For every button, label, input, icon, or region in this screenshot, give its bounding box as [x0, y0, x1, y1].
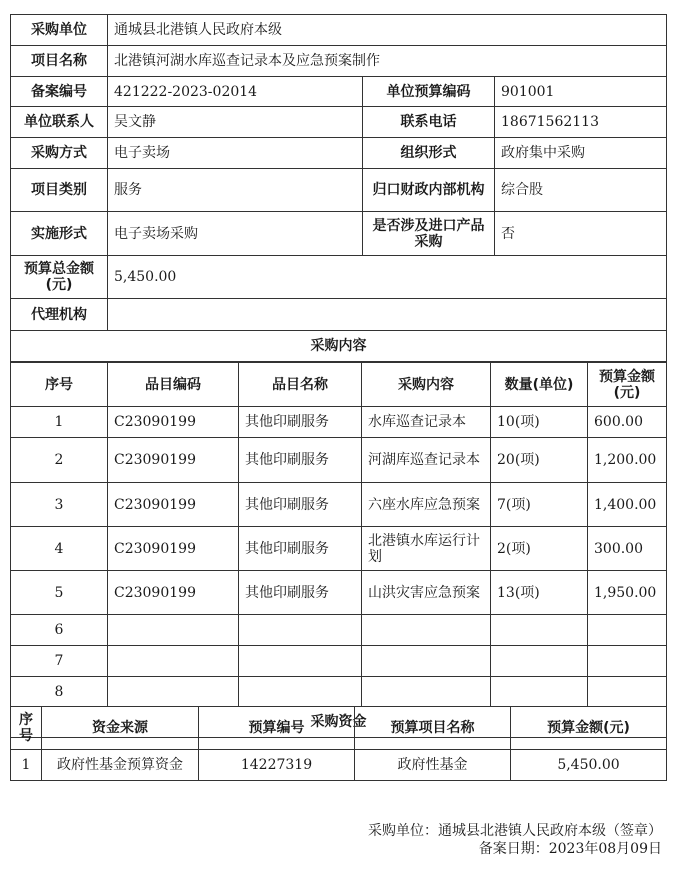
- table-cell: 1: [11, 750, 42, 781]
- unit-label: 采购单位: [11, 15, 108, 46]
- funds-section-title: 采购资金: [11, 707, 667, 738]
- table-cell: 7: [11, 646, 108, 677]
- footer-date: 备案日期：2023年08月09日: [478, 841, 662, 857]
- table-row: [11, 646, 667, 677]
- table-row: [11, 677, 667, 707]
- info-row-project: [11, 46, 667, 77]
- content-header-cell: 品目名称: [239, 363, 362, 407]
- info-row-record: [11, 77, 667, 107]
- funds-header-cell: 预算编号: [199, 707, 355, 750]
- method-label: 采购方式: [11, 138, 108, 169]
- purchase-content-table: [10, 362, 667, 738]
- budget-code-value: 901001: [495, 77, 667, 107]
- contact-label: 单位联系人: [11, 107, 108, 138]
- contact-value: 吴文静: [108, 107, 363, 138]
- table-row: [11, 615, 667, 646]
- table-cell: [491, 646, 588, 677]
- table-cell: C23090199: [108, 407, 239, 438]
- purchase-funds-table: [10, 706, 667, 781]
- funds-header-row: [11, 707, 667, 750]
- table-cell: 水库巡查记录本: [362, 407, 491, 438]
- table-cell: 7(项): [491, 483, 588, 527]
- org-form-value: 政府集中采购: [495, 138, 667, 169]
- table-cell: [588, 677, 667, 707]
- phone-label: 联系电话: [363, 107, 495, 138]
- table-cell: 1: [11, 407, 108, 438]
- finance-value: 综合股: [495, 169, 667, 212]
- table-cell: C23090199: [108, 527, 239, 571]
- table-cell: 1,200.00: [588, 438, 667, 483]
- table-row: [11, 571, 667, 615]
- table-cell: [239, 615, 362, 646]
- content-header-cell: 预算金额(元): [588, 363, 667, 407]
- table-cell: 政府性基金预算资金: [42, 750, 199, 781]
- content-header-cell: 品目编码: [108, 363, 239, 407]
- table-cell: [491, 615, 588, 646]
- impl-label: 实施形式: [11, 212, 108, 256]
- table-cell: [108, 677, 239, 707]
- funds-header-cell: 序号: [11, 707, 42, 750]
- content-header-row: [11, 363, 667, 407]
- table-cell: [239, 646, 362, 677]
- finance-label: 归口财政内部机构: [363, 169, 495, 212]
- info-row-method: [11, 138, 667, 169]
- budget-code-label: 单位预算编码: [363, 77, 495, 107]
- table-row: [11, 527, 667, 571]
- table-cell: 政府性基金: [355, 750, 511, 781]
- funds-header-cell: 预算项目名称: [355, 707, 511, 750]
- info-row-total: [11, 256, 667, 299]
- content-section-title: 采购内容: [11, 331, 667, 362]
- info-row-category: [11, 169, 667, 212]
- table-cell: 其他印刷服务: [239, 571, 362, 615]
- table-cell: 600.00: [588, 407, 667, 438]
- table-row: [11, 483, 667, 527]
- table-cell: 河湖库巡查记录本: [362, 438, 491, 483]
- phone-value: 18671562113: [495, 107, 667, 138]
- content-header-cell: 采购内容: [362, 363, 491, 407]
- table-cell: 20(项): [491, 438, 588, 483]
- table-cell: 6: [11, 615, 108, 646]
- project-value: 北港镇河湖水库巡查记录本及应急预案制作: [108, 46, 667, 77]
- content-header-cell: 序号: [11, 363, 108, 407]
- agency-label: 代理机构: [11, 299, 108, 331]
- table-cell: [491, 677, 588, 707]
- footer-unit: 采购单位：通城县北港镇人民政府本级（签章）: [368, 823, 662, 839]
- total-label: 预算总金额(元): [11, 256, 108, 299]
- table-cell: [588, 646, 667, 677]
- content-section-row: [11, 331, 667, 362]
- table-cell: 3: [11, 483, 108, 527]
- table-cell: 1,950.00: [588, 571, 667, 615]
- table-cell: 北港镇水库运行计划: [362, 527, 491, 571]
- table-cell: 2: [11, 438, 108, 483]
- table-cell: 13(项): [491, 571, 588, 615]
- table-cell: 5,450.00: [511, 750, 667, 781]
- unit-value: 通城县北港镇人民政府本级: [108, 15, 667, 46]
- table-cell: 其他印刷服务: [239, 483, 362, 527]
- table-cell: 六座水库应急预案: [362, 483, 491, 527]
- funds-header-cell: 预算金额(元): [511, 707, 667, 750]
- impl-value: 电子卖场采购: [108, 212, 363, 256]
- org-form-label: 组织形式: [363, 138, 495, 169]
- project-info-table: [10, 14, 667, 362]
- info-row-impl: [11, 212, 667, 256]
- table-cell: 4: [11, 527, 108, 571]
- table-cell: 5: [11, 571, 108, 615]
- import-value: 否: [495, 212, 667, 256]
- table-cell: 14227319: [199, 750, 355, 781]
- table-cell: C23090199: [108, 483, 239, 527]
- table-cell: 300.00: [588, 527, 667, 571]
- table-cell: [108, 615, 239, 646]
- category-value: 服务: [108, 169, 363, 212]
- table-cell: C23090199: [108, 571, 239, 615]
- project-label: 项目名称: [11, 46, 108, 77]
- info-row-contact: [11, 107, 667, 138]
- table-row: [11, 750, 667, 781]
- table-cell: [239, 677, 362, 707]
- content-header-cell: 数量(单位): [491, 363, 588, 407]
- import-label: 是否涉及进口产品采购: [363, 212, 495, 256]
- table-cell: 10(项): [491, 407, 588, 438]
- total-value: 5,450.00: [108, 256, 667, 299]
- table-cell: [588, 615, 667, 646]
- table-cell: [108, 646, 239, 677]
- info-row-unit: [11, 15, 667, 46]
- method-value: 电子卖场: [108, 138, 363, 169]
- table-cell: C23090199: [108, 438, 239, 483]
- table-cell: [362, 646, 491, 677]
- table-cell: 其他印刷服务: [239, 438, 362, 483]
- table-row: [11, 438, 667, 483]
- funds-header-cell: 资金来源: [42, 707, 199, 750]
- table-cell: 2(项): [491, 527, 588, 571]
- table-cell: 其他印刷服务: [239, 527, 362, 571]
- table-cell: [362, 615, 491, 646]
- category-label: 项目类别: [11, 169, 108, 212]
- agency-value: [108, 299, 667, 331]
- info-row-agency: [11, 299, 667, 331]
- table-cell: 山洪灾害应急预案: [362, 571, 491, 615]
- table-cell: [362, 677, 491, 707]
- table-cell: 1,400.00: [588, 483, 667, 527]
- record-no-label: 备案编号: [11, 77, 108, 107]
- table-cell: 其他印刷服务: [239, 407, 362, 438]
- record-no-value: 421222-2023-02014: [108, 77, 363, 107]
- table-row: [11, 407, 667, 438]
- table-cell: 8: [11, 677, 108, 707]
